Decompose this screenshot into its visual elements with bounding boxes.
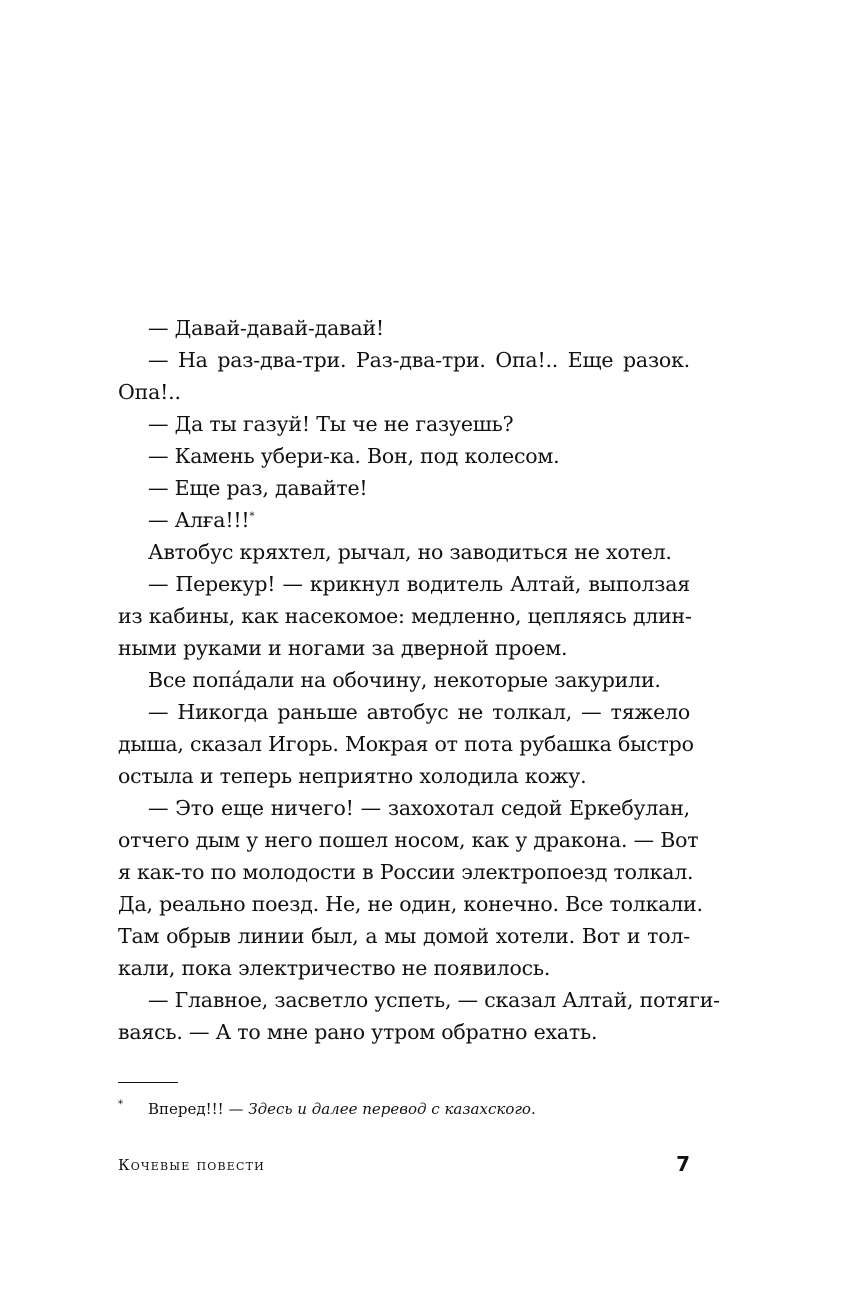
paragraph-line: Там обрыв линии был, а мы домой хотели. Вот и тол-: [118, 924, 690, 948]
paragraph-line: кали, пока электричество не появилось.: [118, 956, 551, 980]
footnote-reference: *: [249, 511, 255, 523]
paragraph-line: — Да ты газуй! Ты че не газуешь?: [148, 412, 514, 436]
paragraph-line: дыша, сказал Игорь. Мокрая от пота рубашка быстро: [118, 732, 694, 756]
paragraph-line: Автобус кряхтел, рычал, но заводиться не хотел.: [148, 540, 672, 564]
paragraph-line: — На раз-два-три. Раз-два-три. Опа!.. Еще разок.: [148, 348, 690, 372]
footnote: [118, 1097, 690, 1121]
page-number: 7: [676, 1152, 690, 1176]
paragraph-line: — Перекур! — крикнул водитель Алтай, выползая: [148, 572, 690, 596]
paragraph-line: ваясь. — А то мне рано утром обратно ехать.: [118, 1020, 598, 1044]
paragraph-line: — Камень убери-ка. Вон, под колесом.: [148, 444, 560, 468]
paragraph-line: Да, реально поезд. Не, не один, конечно. Все толкали.: [118, 892, 703, 916]
footnote-text: Вперед!!! —: [148, 1100, 249, 1118]
running-title: Кочевые повести: [118, 1156, 265, 1174]
paragraph-line: остыла и теперь неприятно холодила кожу.: [118, 764, 587, 788]
footnote-mark: *: [118, 1099, 123, 1110]
paragraph-line: [118, 504, 690, 536]
main-text: [118, 312, 720, 1048]
paragraph-line: отчего дым у него пошел носом, как у дракона. — Вот: [118, 828, 699, 852]
paragraph-line: — Главное, засветло успеть, — сказал Алтай, потяги-: [148, 988, 720, 1012]
paragraph-line: из кабины, как насекомое: медленно, цепляясь длин-: [118, 604, 692, 628]
footnote-italic-text: Здесь и далее перевод с казахского.: [248, 1100, 536, 1118]
paragraph-line: ными руками и ногами за дверной проем.: [118, 636, 568, 660]
paragraph-line: — Давай-давай-давай!: [148, 316, 384, 340]
paragraph-line: — Еще раз, давайте!: [148, 476, 368, 500]
paragraph-line: — Никогда раньше автобус не толкал, — тяжело: [148, 700, 690, 724]
paragraph-line: я как-то по молодости в России электропоезд толкал.: [118, 860, 694, 884]
paragraph-line: Опа!..: [118, 380, 181, 404]
exclamation-text: — Алға!!!: [148, 508, 250, 532]
footnote-divider: [118, 1082, 178, 1083]
paragraph-line: — Это еще ничего! — захохотал седой Еркебулан,: [148, 796, 690, 820]
paragraph-line: Все попáдали на обочину, некоторые закурили.: [148, 668, 661, 692]
